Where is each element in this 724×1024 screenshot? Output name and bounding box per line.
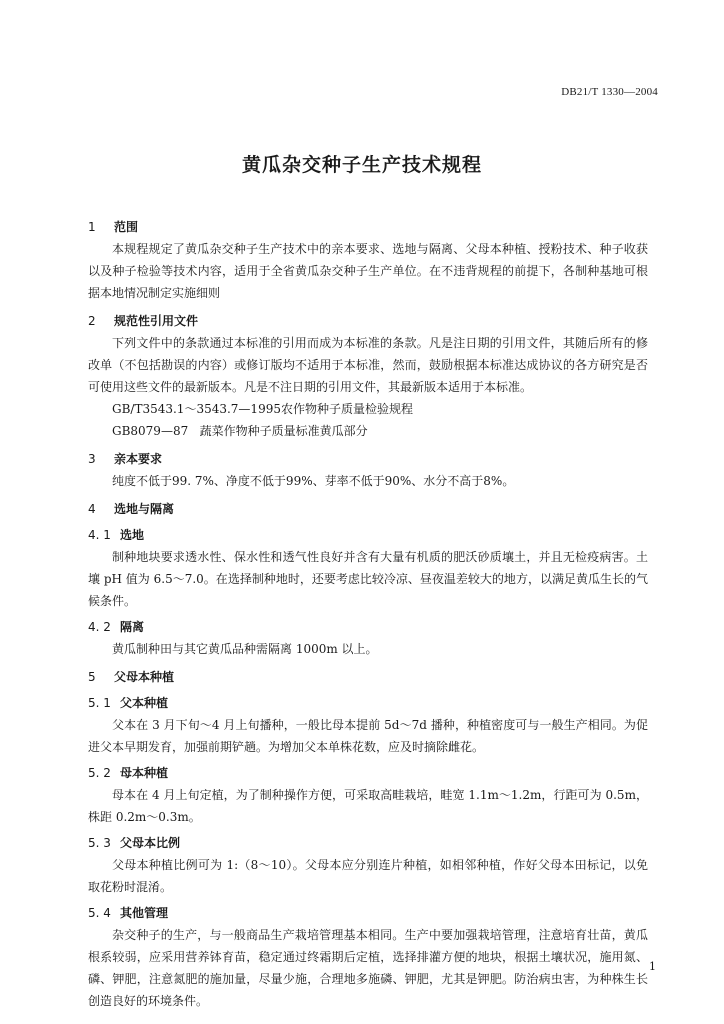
subsection-title: 父本种植 [120,696,169,710]
subsection-title: 选地 [120,528,145,542]
section-number: 1 [88,220,96,234]
reference-item [88,420,648,442]
section-title: 父母本种植 [114,670,175,684]
section-heading-3 [88,448,648,470]
section-number: 5 [88,670,96,684]
section-2-paragraph: 下列文件中的条款通过本标准的引用而成为本标准的条款。凡是注日期的引用文件，其随后所有的修改单（不包括勘误的内容）或修订版均不适用于本标准，然而，鼓励根据本标准达成协议的各方研究是否可使用这些文件的最新版本。凡是不注日期的引用文件，其最新版本适用于本标准。 [88,336,648,394]
document-body [88,210,648,1012]
subsection-number: 5. 3 [88,836,111,850]
subsection-5-3-paragraph: 父母本种植比例可为 1:（8～10）。父母本应分别连片种植，如相邻种植，作好父母本田标记，以免取花粉时混淆。 [88,858,648,894]
section-1-paragraph: 本规程规定了黄瓜杂交种子生产技术中的亲本要求、选地与隔离、父母本种植、授粉技术、种子收获以及种子检验等技术内容，适用于全省黄瓜杂交种子生产单位。在不违背规程的前提下，各制种基地可根据本地情况制定实施细则 [88,242,648,300]
subsection-number: 5. 1 [88,696,111,710]
subsection-heading-5-1 [88,692,648,714]
reference-code: GB8079—87 [112,424,189,438]
section-title: 亲本要求 [114,452,163,466]
subsection-5-4-paragraph: 杂交种子的生产，与一般商品生产栽培管理基本相同。生产中要加强栽培管理，注意培育壮苗，黄瓜根系较弱，应采用营养钵育苗，稳定通过终霜期后定植，选择排灌方便的地块，根据土壤状况，施用氮、磷、钾肥，注意氮肥的施加量，尽量少施，合理地多施磷、钾肥，尤其是钾肥。防治病虫害，为种株生长创造良好的环境条件。 [88,928,648,1008]
document-title: 黄瓜杂交种子生产技术规程 [241,154,482,176]
section-number: 3 [88,452,96,466]
subsection-5-2-paragraph: 母本在 4 月上旬定植，为了制种操作方便，可采取高畦栽培，畦宽 1.1m～1.2m，行距可为 0.5m，株距 0.2m～0.3m。 [88,788,648,824]
section-3-paragraph: 纯度不低于99. 7%、净度不低于99%、芽率不低于90%、水分不高于8%。 [112,474,515,488]
subsection-5-1-paragraph: 父本在 3 月下旬～4 月上旬播种，一般比母本提前 5d～7d 播种，种植密度可与一般生产相同。为促进父本早期发育，加强前期铲趟。为增加父本单株花数，应及时摘除雌花。 [88,718,648,754]
subsection-number: 5. 2 [88,766,111,780]
subsection-heading-4-2 [88,616,648,638]
subsection-4-2-paragraph: 黄瓜制种田与其它黄瓜品种需隔离 1000m 以上。 [112,642,378,656]
subsection-title: 父母本比例 [120,836,181,850]
subsection-heading-4-1 [88,524,648,546]
subsection-title: 母本种植 [120,766,169,780]
section-number: 2 [88,314,96,328]
subsection-heading-5-2 [88,762,648,784]
section-title: 选地与隔离 [114,502,175,516]
section-title: 规范性引用文件 [114,314,199,328]
reference-item [88,398,648,420]
subsection-heading-5-4 [88,902,648,924]
subsection-heading-5-3 [88,832,648,854]
page-number: 1 [649,960,656,973]
section-title: 范围 [114,220,139,234]
subsection-number: 5. 4 [88,906,111,920]
subsection-title: 其他管理 [120,906,169,920]
section-number: 4 [88,502,96,516]
section-heading-4 [88,498,648,520]
subsection-number: 4. 1 [88,528,111,542]
subsection-number: 4. 2 [88,620,111,634]
reference-title: 蔬菜作物种子质量标准黄瓜部分 [199,424,368,438]
subsection-4-1-paragraph: 制种地块要求透水性、保水性和透气性良好并含有大量有机质的肥沃砂质壤土，并且无检疫病害。土壤 pH 值为 6.5～7.0。在选择制种地时，还要考虑比较冷凉、昼夜温差较大的地方，以满足黄瓜生长的气候条件。 [88,550,648,608]
section-heading-1 [88,216,648,238]
section-heading-5 [88,666,648,688]
standard-code: DB21/T 1330—2004 [561,86,658,98]
reference-title: 农作物种子质量检验规程 [280,402,413,416]
reference-code: GB/T3543.1～3543.7—1995 [112,402,281,416]
subsection-title: 隔离 [120,620,145,634]
section-heading-2 [88,310,648,332]
